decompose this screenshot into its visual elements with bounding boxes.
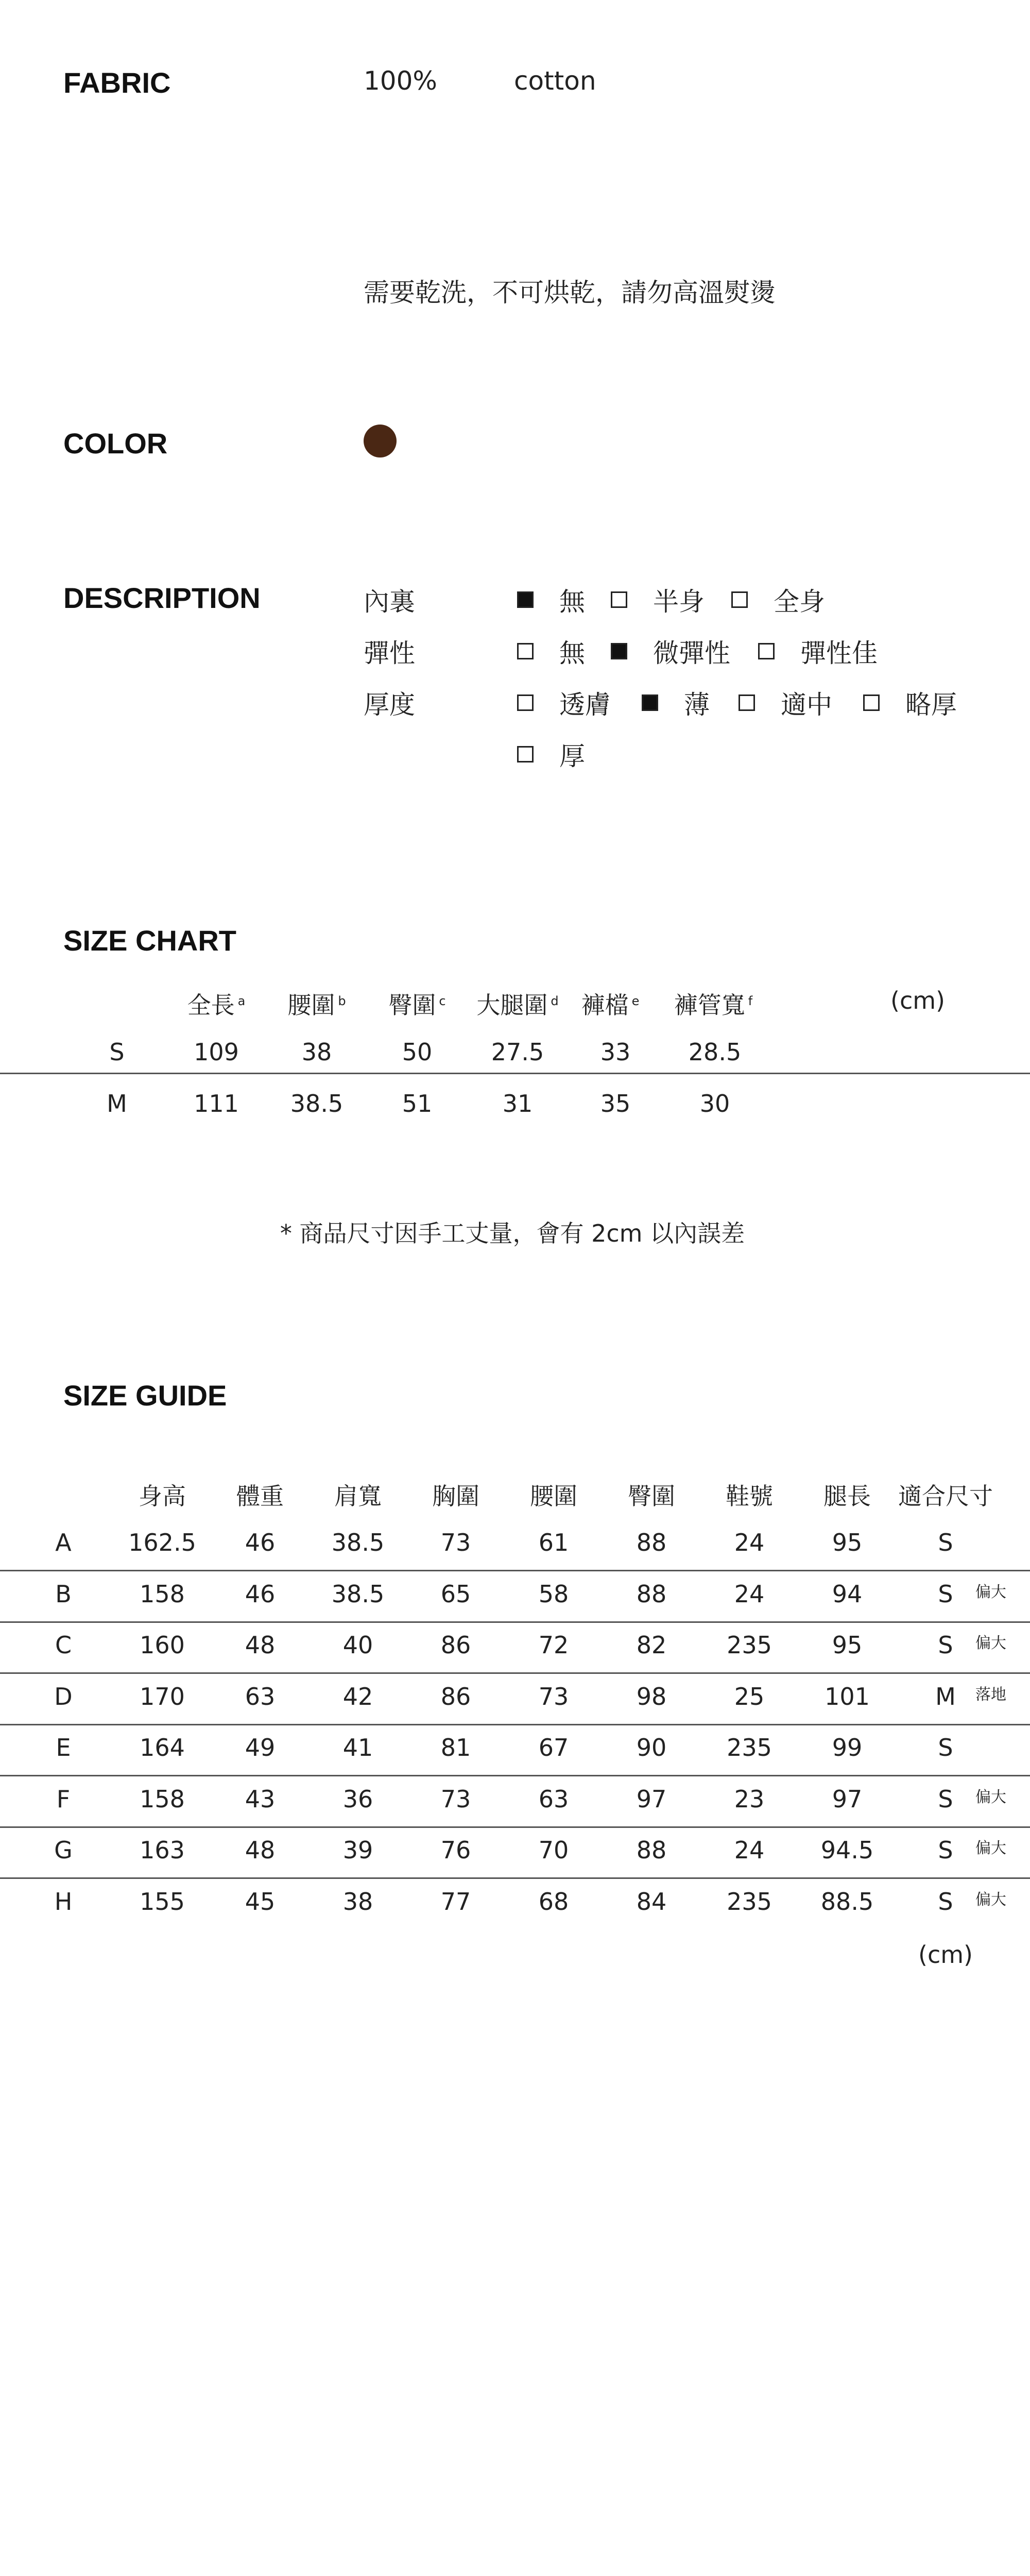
size-guide-row-id: A	[55, 1529, 72, 1556]
size-guide-row-id: C	[55, 1631, 72, 1659]
size-guide-cell: 24	[734, 1529, 765, 1556]
size-guide-cell: 95	[832, 1529, 863, 1556]
size-guide-divider	[0, 1724, 1030, 1725]
size-guide-cell: 48	[245, 1836, 276, 1864]
size-guide-cell: 88	[636, 1580, 667, 1608]
size-chart-header: 褲檔 $^e$	[581, 991, 640, 1019]
size-guide-cell: 42	[342, 1683, 373, 1710]
size-guide-title: SIZE GUIDE	[63, 1379, 227, 1412]
size-guide-fit-note: 偏大	[975, 1891, 1006, 1909]
size-guide-cell: 72	[538, 1631, 569, 1659]
size-guide-cell: 88	[636, 1836, 667, 1864]
size-chart-title: SIZE CHART	[63, 924, 236, 957]
checkbox-unchecked-icon	[517, 694, 534, 711]
size-chart-cell: 109	[194, 1038, 239, 1066]
size-guide-cell: 49	[245, 1734, 276, 1761]
size-guide-divider	[0, 1826, 1030, 1828]
size-guide-cell: 25	[734, 1683, 765, 1710]
option-elasticity-slight: 微彈性	[611, 633, 730, 670]
size-guide-unit: (cm)	[918, 1941, 973, 1969]
checkbox-unchecked-icon	[758, 643, 775, 659]
size-chart-cell: 51	[402, 1090, 433, 1117]
option-lining-half: 半身	[611, 581, 705, 618]
size-guide-cell: 162.5	[128, 1529, 196, 1556]
size-guide-cell: 73	[538, 1683, 569, 1710]
size-guide-cell: 163	[140, 1836, 185, 1864]
size-guide-cell: 90	[636, 1734, 667, 1761]
size-guide-cell: 43	[245, 1785, 276, 1813]
size-guide-fit-note: 偏大	[975, 1634, 1006, 1652]
size-guide-cell: 97	[832, 1785, 863, 1813]
size-guide-cell: S	[938, 1631, 953, 1659]
size-guide-cell: 36	[342, 1785, 373, 1813]
size-chart-header: 全長 $^a$	[187, 991, 246, 1019]
size-guide-header: 腰圍	[530, 1482, 577, 1510]
size-guide-cell: S	[938, 1888, 953, 1916]
size-guide-cell: 235	[727, 1734, 772, 1761]
size-chart-cell: 111	[194, 1090, 239, 1117]
size-chart-unit: (cm)	[890, 987, 945, 1014]
size-guide-row-id: H	[54, 1888, 73, 1916]
size-chart-header: 臀圍 $^c$	[388, 991, 446, 1019]
option-thickness-sheer: 透膚	[517, 684, 611, 721]
size-guide-header: 鞋號	[726, 1482, 773, 1510]
size-guide-fit-note: 偏大	[975, 1788, 1006, 1806]
size-guide-cell: S	[938, 1580, 953, 1608]
size-chart-cell: 38	[301, 1038, 332, 1066]
size-guide-fit-note: 落地	[975, 1686, 1006, 1704]
size-guide-cell: 65	[440, 1580, 471, 1608]
size-guide-cell: 84	[636, 1888, 667, 1916]
size-guide-header: 腿長	[823, 1482, 871, 1510]
size-guide-cell: 81	[440, 1734, 471, 1761]
size-guide-cell: 63	[538, 1785, 569, 1813]
size-guide-divider	[0, 1621, 1030, 1623]
size-guide-cell: 88	[636, 1529, 667, 1556]
option-thickness-thick: 厚	[517, 736, 585, 773]
size-guide-cell: 39	[342, 1836, 373, 1864]
size-guide-cell: 68	[538, 1888, 569, 1916]
size-chart-divider	[0, 1073, 1030, 1074]
color-label: COLOR	[63, 427, 168, 460]
size-chart-cell: 35	[600, 1090, 631, 1117]
size-guide-cell: 67	[538, 1734, 569, 1761]
size-guide-cell: 94.5	[820, 1836, 874, 1864]
size-guide-cell: M	[935, 1683, 956, 1710]
size-guide-row-id: B	[55, 1580, 72, 1608]
size-guide-cell: 46	[245, 1580, 276, 1608]
size-guide-cell: 99	[832, 1734, 863, 1761]
size-guide-cell: 41	[342, 1734, 373, 1761]
size-chart-header: 大腿圍 $^d$	[476, 991, 559, 1019]
size-guide-cell: 164	[140, 1734, 185, 1761]
size-guide-cell: 158	[140, 1785, 185, 1813]
size-guide-row-id: F	[56, 1785, 71, 1813]
size-guide-header: 胸圍	[432, 1482, 479, 1510]
size-chart-note: * 商品尺寸因手工丈量，會有 2cm 以內誤差	[280, 1219, 745, 1247]
size-guide-cell: S	[938, 1785, 953, 1813]
option-thickness-medium: 適中	[739, 684, 832, 721]
size-guide-cell: 38.5	[331, 1580, 385, 1608]
size-guide-row-id: D	[54, 1683, 73, 1710]
size-chart-cell: 33	[600, 1038, 631, 1066]
size-guide-cell: 73	[440, 1785, 471, 1813]
checkbox-unchecked-icon	[863, 694, 880, 711]
size-guide-divider	[0, 1672, 1030, 1674]
size-guide-cell: 155	[140, 1888, 185, 1916]
size-guide-cell: 24	[734, 1836, 765, 1864]
size-guide-cell: 40	[342, 1631, 373, 1659]
fabric-label: FABRIC	[63, 66, 171, 99]
checkbox-unchecked-icon	[731, 591, 748, 608]
size-guide-cell: 70	[538, 1836, 569, 1864]
size-chart-cell: 31	[502, 1090, 533, 1117]
size-guide-cell: 76	[440, 1836, 471, 1864]
size-chart-header: 腰圍 $^b$	[287, 991, 346, 1019]
option-lining-none: 無	[517, 581, 585, 618]
size-chart-size-label: S	[109, 1038, 125, 1066]
size-guide-header: 臀圍	[628, 1482, 675, 1510]
lining-label: 內裏	[364, 587, 415, 617]
size-guide-row-id: G	[54, 1836, 73, 1864]
size-guide-cell: 38	[342, 1888, 373, 1916]
size-guide-fit-note: 偏大	[975, 1583, 1006, 1601]
size-guide-cell: 38.5	[331, 1529, 385, 1556]
size-guide-cell: 94	[832, 1580, 863, 1608]
size-guide-fit-note: 偏大	[975, 1839, 1006, 1857]
size-chart-cell: 27.5	[491, 1038, 544, 1066]
size-guide-cell: 24	[734, 1580, 765, 1608]
checkbox-checked-icon	[642, 694, 658, 711]
size-guide-cell: S	[938, 1734, 953, 1761]
size-chart-cell: 50	[402, 1038, 433, 1066]
option-lining-full: 全身	[731, 581, 825, 618]
size-chart-header: 褲管寬 $^f$	[674, 991, 753, 1019]
size-guide-cell: 235	[727, 1631, 772, 1659]
checkbox-unchecked-icon	[739, 694, 755, 711]
size-guide-header: 適合尺寸	[898, 1482, 993, 1510]
size-guide-cell: S	[938, 1529, 953, 1556]
size-guide-cell: 63	[245, 1683, 276, 1710]
size-guide-row-id: E	[56, 1734, 71, 1761]
care-instructions: 需要乾洗，不可烘乾，請勿高溫熨燙	[364, 278, 776, 308]
size-guide-cell: 45	[245, 1888, 276, 1916]
size-chart-size-label: M	[107, 1090, 127, 1117]
size-guide-cell: 86	[440, 1683, 471, 1710]
size-guide-cell: 97	[636, 1785, 667, 1813]
checkbox-checked-icon	[517, 591, 534, 608]
size-guide-cell: 82	[636, 1631, 667, 1659]
size-guide-cell: 101	[825, 1683, 870, 1710]
size-guide-divider	[0, 1775, 1030, 1776]
size-guide-cell: 235	[727, 1888, 772, 1916]
size-guide-divider	[0, 1570, 1030, 1571]
fabric-material: cotton	[514, 66, 596, 96]
checkbox-unchecked-icon	[517, 746, 534, 762]
checkbox-unchecked-icon	[611, 591, 627, 608]
size-guide-cell: 58	[538, 1580, 569, 1608]
size-guide-cell: 160	[140, 1631, 185, 1659]
size-guide-cell: 46	[245, 1529, 276, 1556]
size-guide-cell: 48	[245, 1631, 276, 1659]
option-elasticity-none: 無	[517, 633, 585, 670]
color-swatch-icon	[364, 425, 397, 457]
checkbox-checked-icon	[611, 643, 627, 659]
size-guide-header: 肩寬	[334, 1482, 382, 1510]
fabric-percent: 100%	[364, 66, 437, 96]
size-guide-cell: 98	[636, 1683, 667, 1710]
option-thickness-slightly-thick: 略厚	[863, 684, 957, 721]
size-guide-header: 體重	[236, 1482, 284, 1510]
option-thickness-thin: 薄	[642, 684, 710, 721]
size-guide-cell: 23	[734, 1785, 765, 1813]
size-guide-cell: 77	[440, 1888, 471, 1916]
size-guide-divider	[0, 1877, 1030, 1879]
size-guide-cell: 73	[440, 1529, 471, 1556]
size-guide-cell: S	[938, 1836, 953, 1864]
checkbox-unchecked-icon	[517, 643, 534, 659]
size-guide-header: 身高	[139, 1482, 186, 1510]
size-guide-cell: 170	[140, 1683, 185, 1710]
size-guide-cell: 61	[538, 1529, 569, 1556]
size-chart-cell: 30	[699, 1090, 730, 1117]
size-guide-cell: 86	[440, 1631, 471, 1659]
size-chart-cell: 38.5	[290, 1090, 344, 1117]
elasticity-label: 彈性	[364, 638, 415, 668]
size-guide-cell: 88.5	[820, 1888, 874, 1916]
size-chart-cell: 28.5	[688, 1038, 742, 1066]
size-guide-cell: 158	[140, 1580, 185, 1608]
size-guide-cell: 95	[832, 1631, 863, 1659]
option-elasticity-good: 彈性佳	[758, 633, 878, 670]
description-label: DESCRIPTION	[63, 582, 261, 614]
thickness-label: 厚度	[364, 690, 415, 720]
